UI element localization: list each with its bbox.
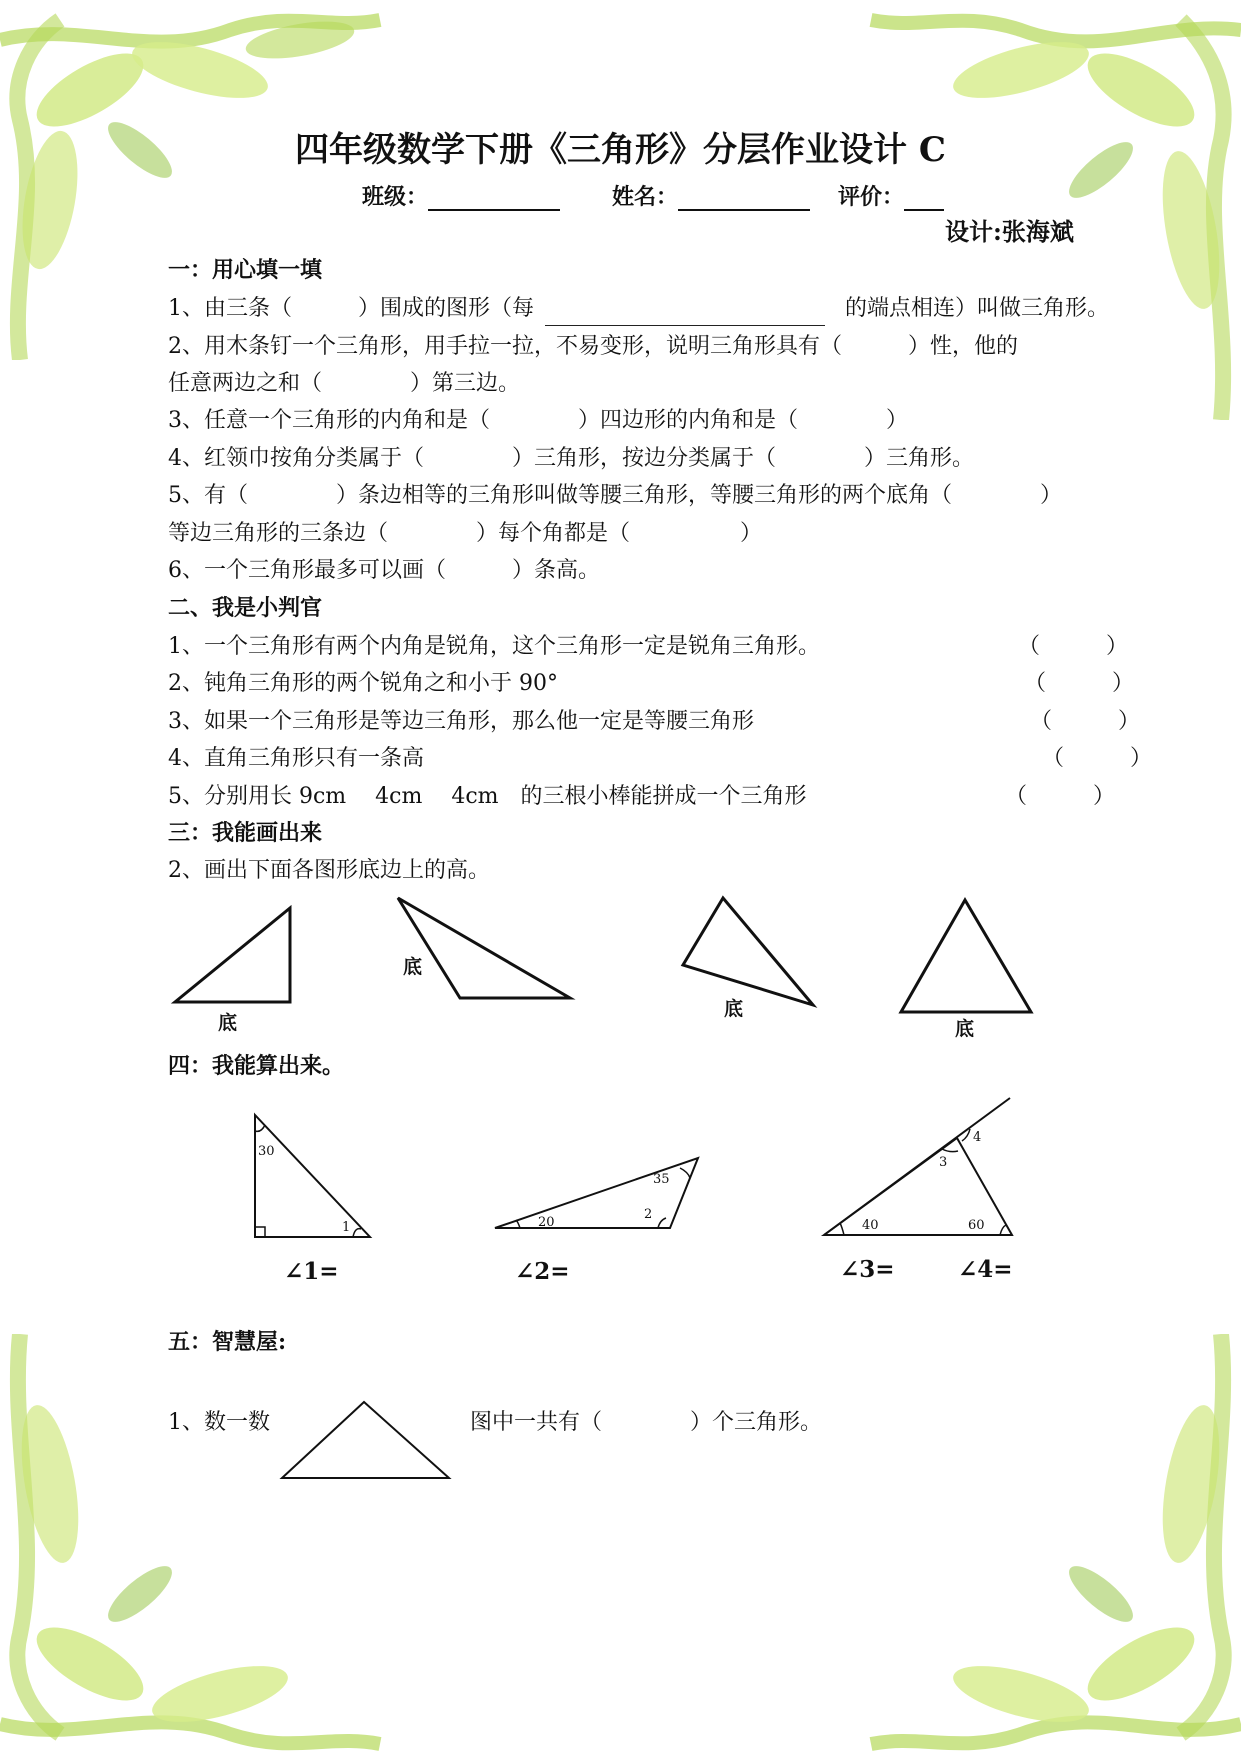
name-label: 姓名： <box>612 184 679 210</box>
s3-triangle-2[interactable] <box>390 890 580 1005</box>
s1-q1-blank-line[interactable] <box>545 325 825 326</box>
s3-base-label-4: 底 <box>955 1018 975 1040</box>
s4-figure-2 <box>490 1150 705 1235</box>
s2-item-3: 3、如果一个三角形是等边三角形，那么他一定是等腰三角形 <box>168 709 754 734</box>
s3-triangle-4[interactable] <box>893 892 1038 1017</box>
s4-f1-question[interactable]: ∠1= <box>284 1258 339 1285</box>
s4-f2-question[interactable]: ∠2= <box>515 1258 570 1285</box>
page-title: 四年级数学下册《三角形》分层作业设计 C <box>295 130 946 170</box>
grade-field <box>838 180 944 211</box>
s3-base-label-1: 底 <box>218 1012 238 1034</box>
s3-triangle-3[interactable] <box>675 890 820 1015</box>
name-blank[interactable] <box>678 185 810 211</box>
section2-heading: 二、我是小判官 <box>168 595 323 621</box>
s1-q6: 6、一个三角形最多可以画（ ）条高。 <box>168 558 600 583</box>
s4-f2-angle-35: 35 <box>653 1172 670 1187</box>
s1-q3: 3、任意一个三角形的内角和是（ ）四边形的内角和是（ ） <box>168 408 908 433</box>
s4-f2-angle-20: 20 <box>538 1215 555 1230</box>
s4-f3-question-3[interactable]: ∠3= <box>840 1256 895 1283</box>
s1-q2-line1: 2、用木条钉一个三角形，用手拉一拉，不易变形，说明三角形具有（ ）性，他的 <box>168 334 1018 359</box>
class-label: 班级： <box>362 184 429 210</box>
designer-credit: 设计:张海斌 <box>945 217 1074 246</box>
s5-q1-start: 1、数一数 <box>168 1410 270 1435</box>
s3-instruction: 2、画出下面各图形底边上的高。 <box>168 858 490 883</box>
s3-triangle-1[interactable] <box>160 900 300 1010</box>
s2-item-4: 4、直角三角形只有一条高 <box>168 746 424 771</box>
s1-q1-end: 的端点相连）叫做三角形。 <box>845 296 1110 321</box>
s5-count-triangle <box>278 1398 453 1482</box>
s3-base-label-3: 底 <box>724 998 744 1020</box>
section1-heading: 一：用心填一填 <box>168 257 323 283</box>
s1-q2-line2: 任意两边之和（ ）第三边。 <box>168 371 521 396</box>
s2-item-1: 1、一个三角形有两个内角是锐角，这个三角形一定是锐角三角形。 <box>168 634 820 659</box>
s4-f2-angle-2: 2 <box>644 1207 653 1222</box>
grade-label: 评价： <box>838 184 905 210</box>
grade-blank[interactable] <box>904 185 944 211</box>
section3-heading: 三：我能画出来 <box>168 820 323 846</box>
s4-figure-1 <box>245 1105 380 1245</box>
name-field <box>612 180 810 211</box>
s4-figure-3 <box>820 1095 1020 1240</box>
s1-q1-start: 1、由三条（ ）围成的图形（每 <box>168 296 534 321</box>
class-blank[interactable] <box>428 185 560 211</box>
s4-f3-question-4[interactable]: ∠4= <box>958 1256 1013 1283</box>
s4-f1-angle-30: 30 <box>258 1144 275 1159</box>
class-field <box>362 180 560 211</box>
s4-f3-angle-4: 4 <box>973 1130 982 1145</box>
s2-answer-5[interactable]: （ ） <box>1005 784 1116 809</box>
vine-decoration-bottom-left <box>0 1334 420 1754</box>
section5-heading: 五：智慧屋: <box>168 1329 287 1355</box>
s3-base-label-2: 底 <box>403 956 423 978</box>
s4-f3-angle-40: 40 <box>862 1218 879 1233</box>
s5-q1-end: 图中一共有（ ）个三角形。 <box>470 1410 823 1435</box>
s4-f3-angle-60: 60 <box>968 1218 985 1233</box>
s1-q4: 4、红领巾按角分类属于（ ）三角形，按边分类属于（ ）三角形。 <box>168 446 974 471</box>
s2-item-5: 5、分别用长 9cm 4cm 4cm 的三根小棒能拼成一个三角形 <box>168 784 807 809</box>
s1-q5-line2: 等边三角形的三条边（ ）每个角都是（ ） <box>168 521 763 546</box>
s1-q5-line1: 5、有（ ）条边相等的三角形叫做等腰三角形，等腰三角形的两个底角（ ） <box>168 483 1063 508</box>
section4-heading: 四：我能算出来。 <box>168 1053 345 1079</box>
vine-decoration-bottom-right <box>821 1334 1241 1754</box>
s4-f1-angle-1: 1 <box>342 1220 351 1235</box>
s4-f3-angle-3: 3 <box>939 1155 948 1170</box>
s2-answer-4[interactable]: （ ） <box>1042 746 1153 771</box>
s2-item-2: 2、钝角三角形的两个锐角之和小于 90° <box>168 671 558 696</box>
s2-answer-3[interactable]: （ ） <box>1030 709 1141 734</box>
s2-answer-1[interactable]: （ ） <box>1018 634 1129 659</box>
s2-answer-2[interactable]: （ ） <box>1024 671 1135 696</box>
